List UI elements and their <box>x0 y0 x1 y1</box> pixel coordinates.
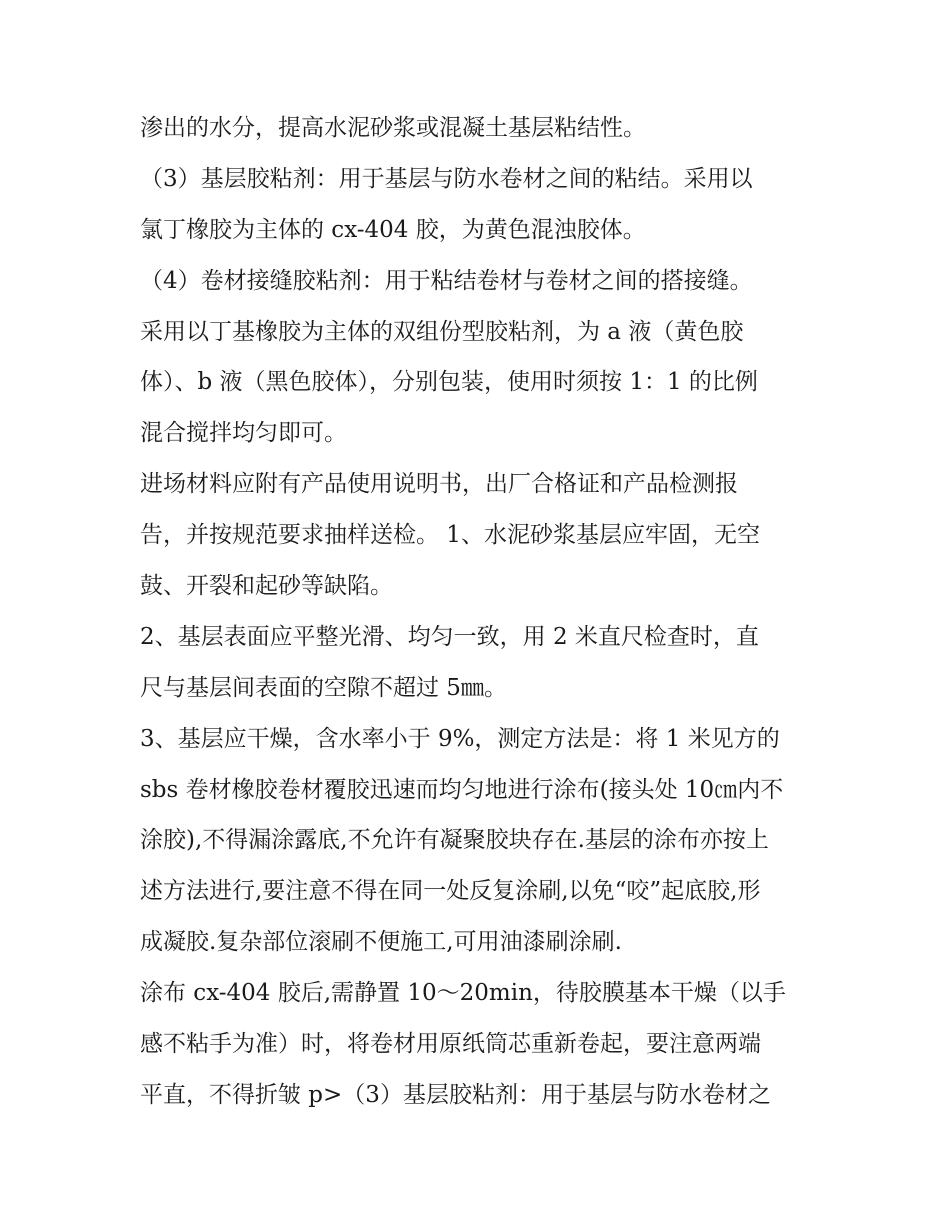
text-line: 氯丁橡胶为主体的 cx-404 胶，为黄色混浊胶体。 <box>140 216 646 243</box>
text-line: 进场材料应附有产品使用说明书，出厂合格证和产品检测报 <box>140 471 738 498</box>
text-line: 平直，不得折皱 p>（3）基层胶粘剂：用于基层与防水卷材之 <box>140 1081 771 1108</box>
text-line: 采用以丁基橡胶为主体的双组份型胶粘剂，为 a 液（黄色胶 <box>140 318 744 345</box>
text-line: 述方法进行,要注意不得在同一处反复涂刷,以免“咬”起底胶,形 <box>140 878 761 905</box>
text-line: 感不粘手为准）时，将卷材用原纸筒芯重新卷起，要注意两端 <box>140 1031 761 1058</box>
text-line: 成凝胶.复杂部位滚刷不便施工,可用油漆刷涂刷. <box>140 929 622 956</box>
text-line: 混合搅拌均匀即可。 <box>140 420 347 447</box>
text-line: 3、基层应干燥，含水率小于 9%，测定方法是：将 1 米见方的 <box>140 725 780 752</box>
text-line: （4）卷材接缝胶粘剂：用于粘结卷材与卷材之间的搭接缝。 <box>140 267 753 294</box>
document-body <box>140 103 840 1121</box>
text-line: 鼓、开裂和起砂等缺陷。 <box>140 573 393 600</box>
text-line: 告，并按规范要求抽样送检。 1、水泥砂浆基层应牢固，无空 <box>140 522 760 549</box>
text-line: 2、基层表面应平整光滑、均匀一致，用 2 米直尺检查时，直 <box>140 623 759 650</box>
text-line: 涂胶),不得漏涂露底,不允许有凝聚胶块存在.基层的涂布亦按上 <box>140 827 769 854</box>
text-line: 体）、b 液（黑色胶体），分别包装，使用时须按 1：1 的比例 <box>140 369 758 396</box>
text-line: 涂布 cx-404 胶后,需静置 10～20min，待胶膜基本干燥（以手 <box>140 980 786 1007</box>
text-line: （3）基层胶粘剂：用于基层与防水卷材之间的粘结。采用以 <box>140 165 753 192</box>
text-line: sbs 卷材橡胶卷材覆胶迅速而均匀地进行涂布(接头处 10㎝内不 <box>140 776 784 803</box>
text-line: 渗出的水分，提高水泥砂浆或混凝土基层粘结性。 <box>140 115 646 141</box>
text-line: 尺与基层间表面的空隙不超过 5㎜。 <box>140 674 507 701</box>
